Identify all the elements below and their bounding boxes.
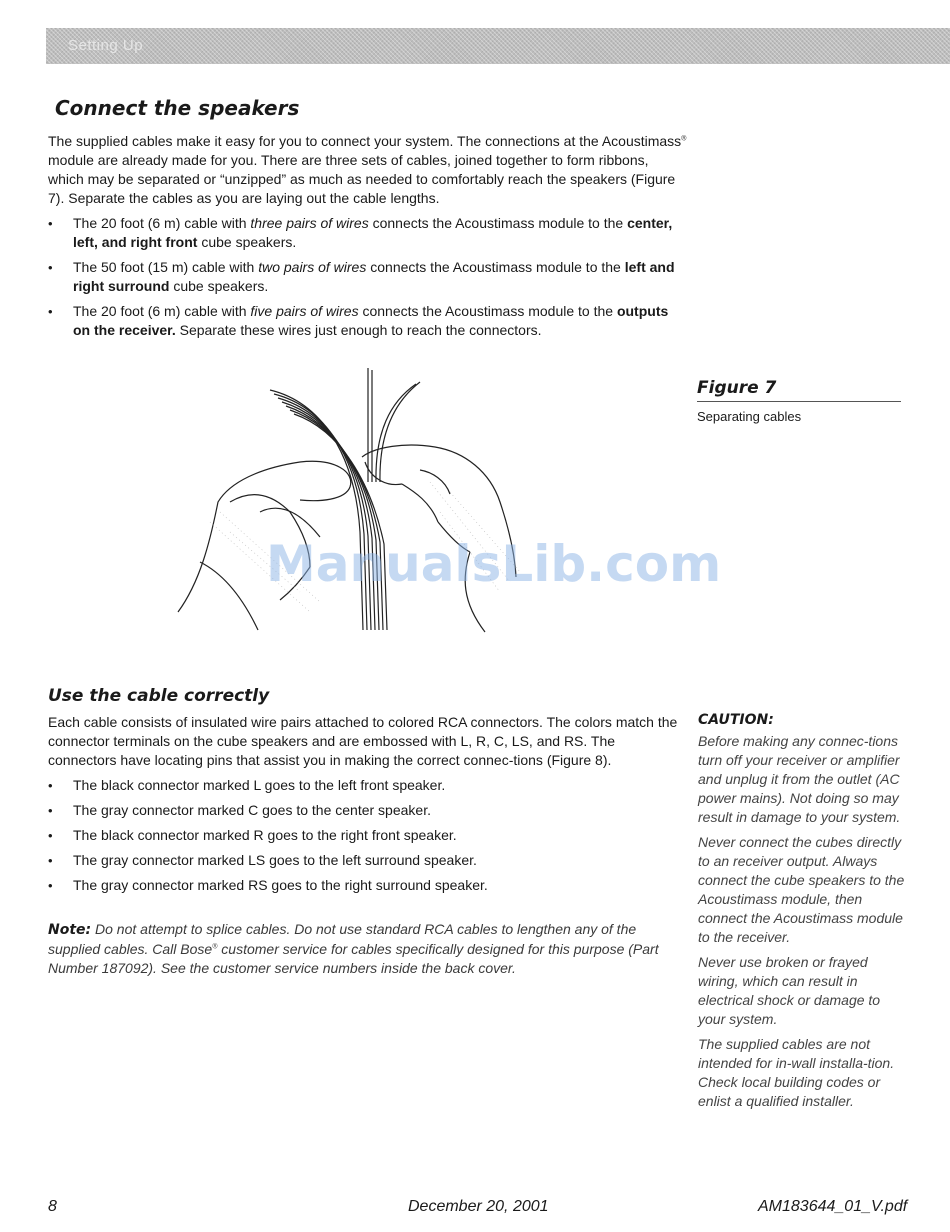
note-label: Note: — [48, 922, 92, 938]
note-text-a: Do not attempt to splice cables. Do not use standard RCA cables to lengthen any of the supplied cables. Call Bose — [48, 921, 637, 957]
list-item: • The gray connector marked LS goes to the left surround speaker. — [48, 851, 678, 870]
section1-intro — [48, 132, 688, 208]
registered-mark: ® — [681, 135, 687, 143]
footer-date: December 20, 2001 — [408, 1198, 549, 1215]
section-title-connect-speakers: Connect the speakers — [55, 96, 300, 120]
figure-caption: Separating cables — [697, 409, 802, 424]
section2-intro: Each cable consists of insulated wire pairs attached to colored RCA connectors. The colors match the connector terminals on the cube speakers and are embossed with L, R, C, LS, and RS. The connectors have locating pins that assist you in making the correct connec-tions (Figure 8). — [48, 714, 678, 768]
section1-bullet-list — [48, 214, 688, 340]
intro-text-a: The supplied cables make it easy for you to connect your system. The connections at the Acoustimass — [48, 133, 682, 149]
intro-text-b: module are already made for you. There are three sets of cables, joined together to form ribbons, which may be separated or “unzipped” as much as needed to comfortably reach the speakers (Figure 7). Separate the cables as you are laying out the cable lengths. — [48, 152, 676, 206]
watermark: ManualsLib.com — [266, 535, 722, 593]
section1-body — [48, 132, 688, 340]
note-text-b: customer service for cables specifically designed for this purpose (Part Number 187092). See the customer service numbers inside the back cover. — [48, 941, 659, 976]
caution-paragraph: The supplied cables are not intended for in-wall installa-tion. Check local building codes or enlist a qualified installer. — [698, 1036, 895, 1109]
page-number: 8 — [48, 1198, 57, 1215]
note-paragraph — [48, 920, 683, 978]
list-item: • The gray connector marked C goes to the center speaker. — [48, 801, 678, 820]
caution-title: CAUTION: — [698, 712, 774, 728]
list-item: • The gray connector marked RS goes to the right surround speaker. — [48, 876, 678, 895]
list-item: • The black connector marked R goes to the right front speaker. — [48, 826, 678, 845]
list-item: • The 20 foot (6 m) cable with five pairs of wires connects the Acoustimass module to the outputs on the receiver. Separate these wires just enough to reach the connectors. — [48, 302, 688, 340]
section-title-use-cable: Use the cable correctly — [48, 686, 270, 706]
section2-body — [48, 713, 678, 895]
list-item: • The black connector marked L goes to the left front speaker. — [48, 776, 678, 795]
caution-paragraph: Before making any connec-tions turn off your receiver or amplifier and unplug it from the outlet (AC power mains). Not doing so may result in damage to your system. — [698, 733, 901, 825]
caution-paragraph: Never connect the cubes directly to an receiver output. Always connect the cube speakers to the Acoustimass module, then connect the Acoustimass module to the receiver. — [698, 834, 905, 945]
figure-7-illustration — [170, 362, 570, 638]
section-header-band — [46, 28, 950, 64]
registered-mark: ® — [212, 943, 218, 951]
figure-title: Figure 7 — [697, 378, 901, 402]
caution-block — [698, 732, 908, 1117]
list-item: • The 50 foot (15 m) cable with two pairs of wires connects the Acoustimass module to the left and right surround cube speakers. — [48, 258, 688, 296]
list-item: • The 20 foot (6 m) cable with three pairs of wires connects the Acoustimass module to the center, left, and right front cube speakers. — [48, 214, 688, 252]
footer-filename: AM183644_01_V.pdf — [758, 1198, 908, 1215]
caution-paragraph: Never use broken or frayed wiring, which can result in electrical shock or damage to your system. — [698, 954, 881, 1027]
section-header-text: Setting Up — [68, 37, 144, 54]
section2-bullet-list — [48, 776, 678, 895]
